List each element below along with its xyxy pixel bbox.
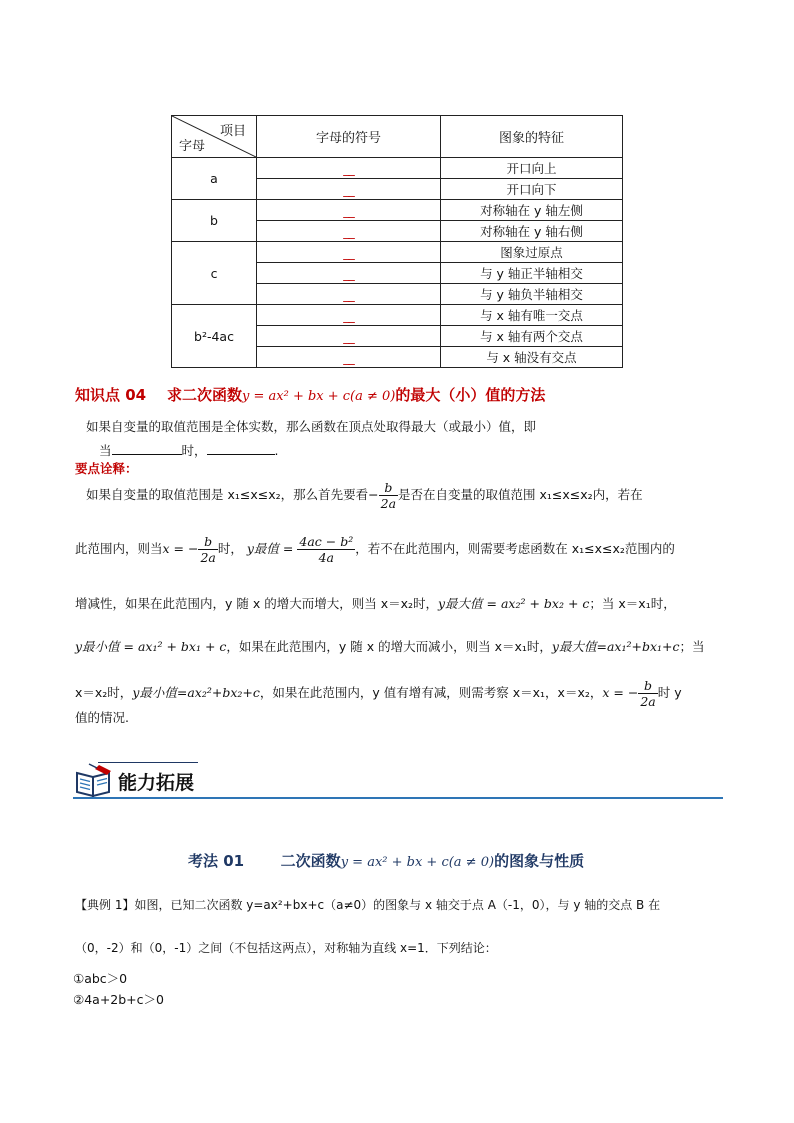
feature-cell: 开口向上 <box>441 158 623 179</box>
method-title-post: 的图象与性质 <box>494 852 585 870</box>
body-text: ，如果在此范围内，y 值有增有减，则需考察 x＝x₁，x＝x₂， <box>259 685 603 700</box>
feature-cell: 与 y 轴负半轴相交 <box>441 284 623 305</box>
body-line-3 <box>75 594 676 612</box>
fraction-numerator: 4ac − b² <box>299 534 354 549</box>
math-y-extreme: y最值 <box>246 541 279 556</box>
math-formula: y最小值=ax₂²+bx₂+c <box>132 685 260 700</box>
note-label: 要点诠释： <box>75 461 138 476</box>
letter-a: a <box>172 158 257 200</box>
kp-label: 知识点 04 <box>75 386 147 404</box>
feature-cell: 对称轴在 y 轴右侧 <box>441 221 623 242</box>
body-text: 时 y <box>657 685 682 700</box>
sign-blank: __ <box>257 284 441 305</box>
fraction-numerator: b <box>638 678 657 694</box>
fraction-denominator: 2a <box>200 550 216 565</box>
header-feature: 图象的特征 <box>441 116 623 158</box>
body-text: ；当 <box>679 639 705 654</box>
body-text: 此范围内，则当 <box>75 541 163 556</box>
method-label: 考法 01 <box>188 852 245 870</box>
fraction-numerator: b <box>379 480 398 496</box>
body-line-2 <box>75 534 675 565</box>
body-text: 如果自变量的取值范围是 x₁≤x≤x₂，那么首先要看 <box>86 487 369 502</box>
section-bottom-rule <box>73 797 723 799</box>
body-line-5 <box>75 678 682 709</box>
kp-title-pre: 求二次函数 <box>167 386 243 404</box>
property-table <box>171 115 623 368</box>
feature-cell: 与 y 轴正半轴相交 <box>441 263 623 284</box>
fraction-numerator: b <box>198 534 217 550</box>
sign-blank: __ <box>257 263 441 284</box>
body-text: ，若不在此范围内，则需要考虑函数在 x₁≤x≤x₂范围内的 <box>355 541 675 556</box>
equals-sign: = <box>282 541 294 556</box>
sign-blank: __ <box>257 242 441 263</box>
feature-cell: 对称轴在 y 轴左侧 <box>441 200 623 221</box>
feature-cell: 开口向下 <box>441 179 623 200</box>
example-line-1: 【典例 1】如图，已知二次函数 y=ax²+bx+c（a≠0）的图象与 x 轴交于点 A（-1，0），与 y 轴的交点 B 在 <box>75 898 661 912</box>
conclusion-2: ②4a+2b+c＞0 <box>73 992 164 1007</box>
body-line-4 <box>75 637 705 655</box>
math-formula: y最大值 = ax₂² + bx₂ + c <box>438 596 590 611</box>
math-x: x = − <box>162 541 199 556</box>
sign-blank: __ <box>257 200 441 221</box>
para1-line2 <box>99 441 279 459</box>
fraction-denominator: 2a <box>640 694 656 709</box>
body-line-1 <box>86 480 643 511</box>
letter-c: c <box>172 242 257 305</box>
feature-cell: 与 x 轴有唯一交点 <box>441 305 623 326</box>
sign-blank: __ <box>257 347 441 368</box>
fraction-b-over-2a <box>379 480 398 511</box>
kp-formula: y = ax² + bx + c(a ≠ 0) <box>242 389 396 404</box>
sign-blank: __ <box>257 326 441 347</box>
method-title-pre: 二次函数 <box>280 852 341 870</box>
feature-cell: 与 x 轴没有交点 <box>441 347 623 368</box>
when-text: 当 <box>99 443 112 458</box>
body-text: ；当 x＝x₁时， <box>589 596 676 611</box>
math-x: x = − <box>602 685 639 700</box>
header-sign: 字母的符号 <box>257 116 441 158</box>
fill-blank-2 <box>207 442 275 455</box>
fraction-b-over-2a <box>198 534 217 565</box>
header-letter-label: 字母 <box>179 139 206 154</box>
sign-blank: __ <box>257 305 441 326</box>
conclusion-1: ①abc＞0 <box>73 971 128 986</box>
period-text: . <box>274 443 279 458</box>
header-item-label: 项目 <box>219 124 246 139</box>
body-text: 时， <box>217 541 243 556</box>
fraction-denominator: 4a <box>318 550 335 565</box>
fraction-b-over-2a <box>638 678 657 709</box>
body-line-6: 值的情况. <box>75 710 129 725</box>
minus-sign: − <box>368 487 379 502</box>
section-title: 能力拓展 <box>118 772 195 794</box>
feature-cell: 与 x 轴有两个交点 <box>441 326 623 347</box>
fraction-vertex-value <box>297 534 355 565</box>
body-text: ，如果在此范围内，y 随 x 的增大而减小，则当 x＝x₁时， <box>226 639 552 654</box>
kp-title-post: 的最大（小）值的方法 <box>395 386 546 404</box>
method-formula: y = ax² + bx + c(a ≠ 0) <box>340 855 495 870</box>
math-formula: y最小值 = ax₁² + bx₁ + c <box>75 639 227 654</box>
diagonal-header-cell <box>172 116 257 158</box>
fill-blank-1 <box>112 442 182 455</box>
body-text: 是否在自变量的取值范围 x₁≤x≤x₂内，若在 <box>398 487 643 502</box>
body-text: 增减性，如果在此范围内，y 随 x 的增大而增大，则当 x＝x₂时， <box>75 596 438 611</box>
example-line-2: （0，-2）和（0，-1）之间（不包括这两点），对称轴为直线 x=1．下列结论： <box>75 941 497 955</box>
math-formula: y最大值=ax₁²+bx₁+c <box>551 639 680 654</box>
letter-b: b <box>172 200 257 242</box>
para1-line1: 如果自变量的取值范围是全体实数，那么函数在顶点处取得最大（或最小）值，即 <box>86 419 537 434</box>
sign-blank: __ <box>257 158 441 179</box>
feature-cell: 图象过原点 <box>441 242 623 263</box>
sign-blank: __ <box>257 179 441 200</box>
knowledge-point-heading <box>75 384 545 405</box>
letter-discriminant: b²-4ac <box>172 305 257 368</box>
method-heading <box>188 850 584 871</box>
sign-blank: __ <box>257 221 441 242</box>
fraction-denominator: 2a <box>380 496 397 511</box>
time-text: 时， <box>181 443 207 458</box>
body-text: x＝x₂时， <box>75 685 133 700</box>
